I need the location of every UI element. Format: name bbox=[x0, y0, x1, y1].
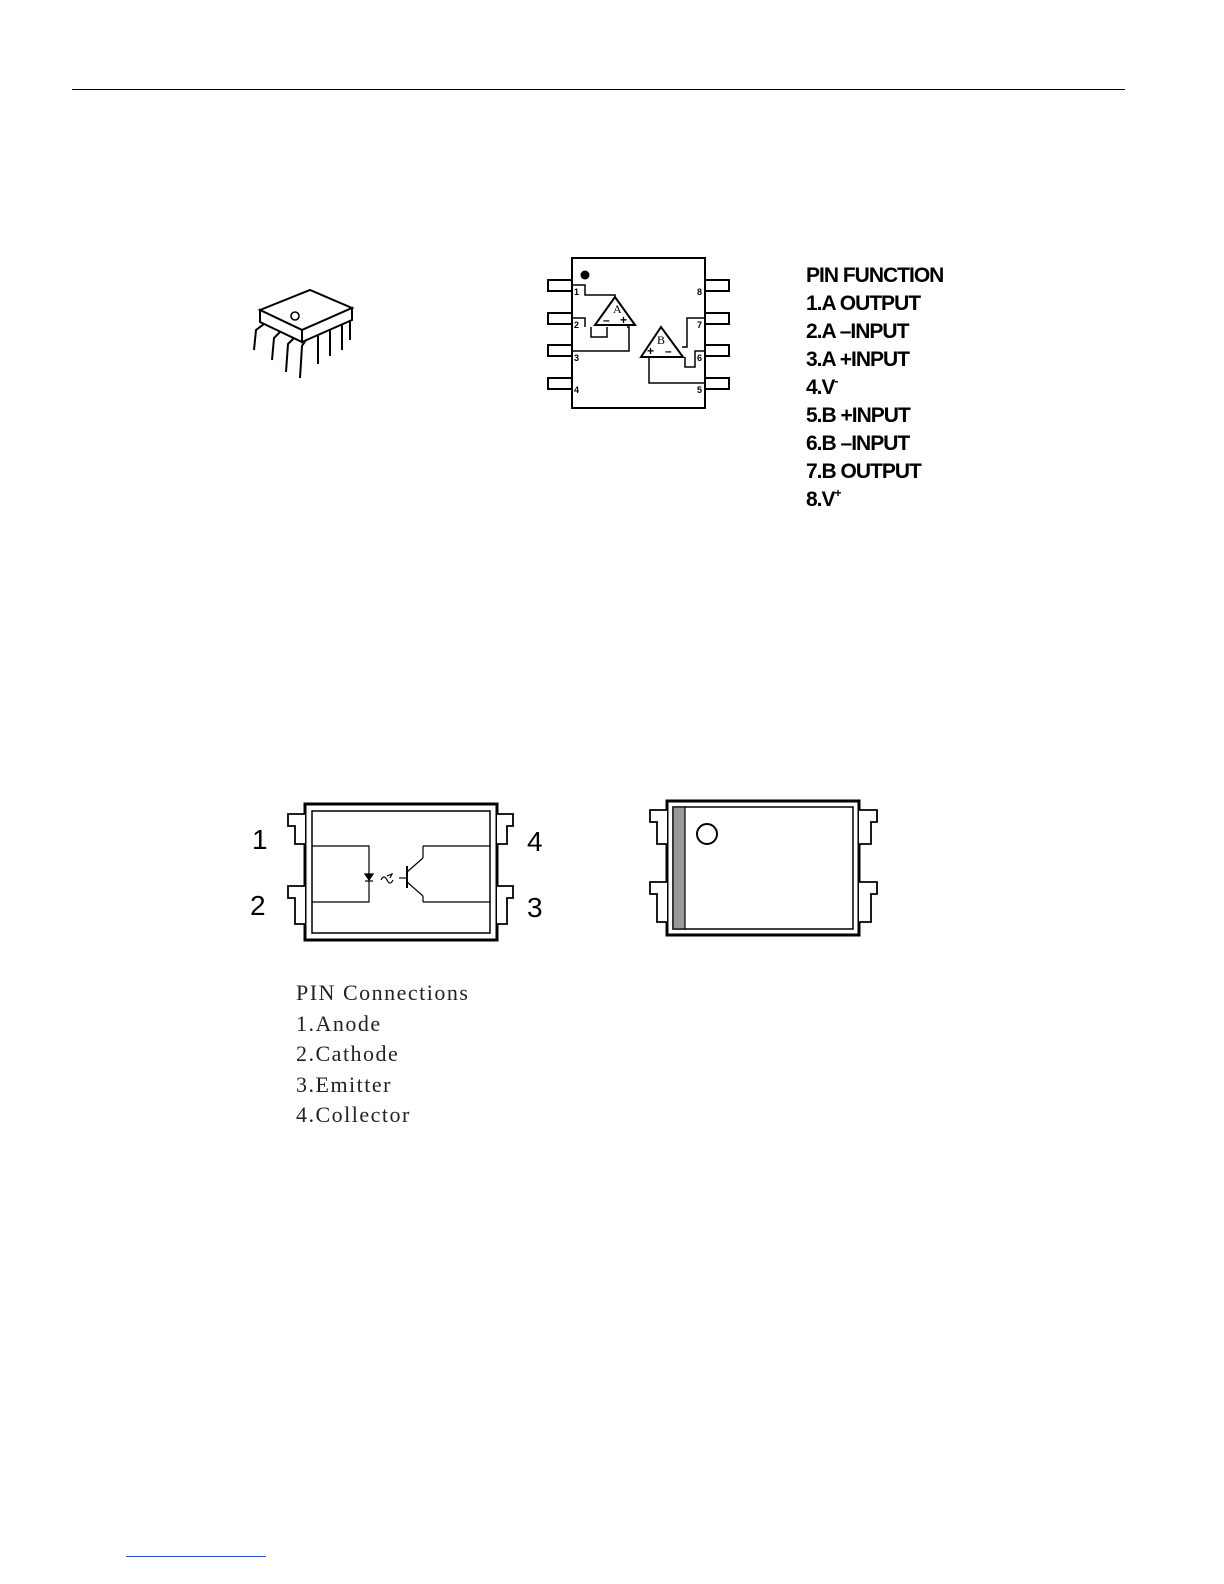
optocoupler-schematic bbox=[283, 800, 523, 945]
pin-function-item: 7.B OUTPUT bbox=[806, 460, 921, 483]
opto-pin-label: 2 bbox=[250, 890, 266, 921]
pin-connection-item: 4.Collector bbox=[296, 1102, 411, 1127]
optocoupler-package-top-view bbox=[645, 798, 885, 940]
dual-opamp-pinout-diagram bbox=[545, 255, 730, 413]
pin-connections-title: PIN Connections bbox=[296, 980, 470, 1005]
amp-b-plus: + bbox=[647, 344, 655, 358]
pin-function-item: 4.V- bbox=[806, 374, 838, 399]
opto-pin-label: 1 bbox=[252, 824, 268, 855]
opamp-pin-number: 6 bbox=[697, 353, 703, 363]
opamp-pin-number: 4 bbox=[574, 385, 580, 395]
amp-a-label: A bbox=[613, 302, 622, 316]
pin-connections-list bbox=[296, 978, 469, 1131]
pin-connection-item: 2.Cathode bbox=[296, 1041, 400, 1066]
amp-b-label: B bbox=[657, 333, 666, 347]
amp-b-minus: – bbox=[665, 344, 672, 358]
footer-link-underline bbox=[126, 1556, 266, 1557]
pin-connection-item: 1.Anode bbox=[296, 1010, 382, 1036]
opamp-pin-number: 5 bbox=[697, 385, 703, 395]
pin-function-list bbox=[806, 262, 943, 514]
pin-connection-item: 3.Emitter bbox=[296, 1071, 392, 1097]
pin-function-title: PIN FUNCTION bbox=[806, 264, 944, 287]
opamp-pin-number: 2 bbox=[574, 320, 580, 330]
header-rule bbox=[72, 89, 1125, 90]
pin-function-item: 8.V+ bbox=[806, 486, 841, 511]
pin-function-item: 1.A OUTPUT bbox=[806, 292, 921, 315]
opamp-pin-number: 8 bbox=[697, 287, 703, 297]
pin-function-item: 6.B –INPUT bbox=[806, 432, 910, 455]
opamp-pin-number: 7 bbox=[697, 320, 703, 330]
opamp-pin-number: 3 bbox=[574, 353, 580, 363]
opto-pin-label: 3 bbox=[527, 892, 543, 923]
amp-a-minus: – bbox=[603, 313, 610, 327]
pin-function-item: 3.A +INPUT bbox=[806, 348, 909, 371]
opto-pin-label: 4 bbox=[527, 826, 543, 857]
dip8-package-illustration bbox=[240, 280, 370, 390]
amp-a-plus: + bbox=[620, 313, 628, 327]
pin-function-item: 2.A –INPUT bbox=[806, 320, 909, 343]
opamp-pin-number: 1 bbox=[574, 287, 580, 297]
pin-function-item: 5.B +INPUT bbox=[806, 404, 910, 427]
